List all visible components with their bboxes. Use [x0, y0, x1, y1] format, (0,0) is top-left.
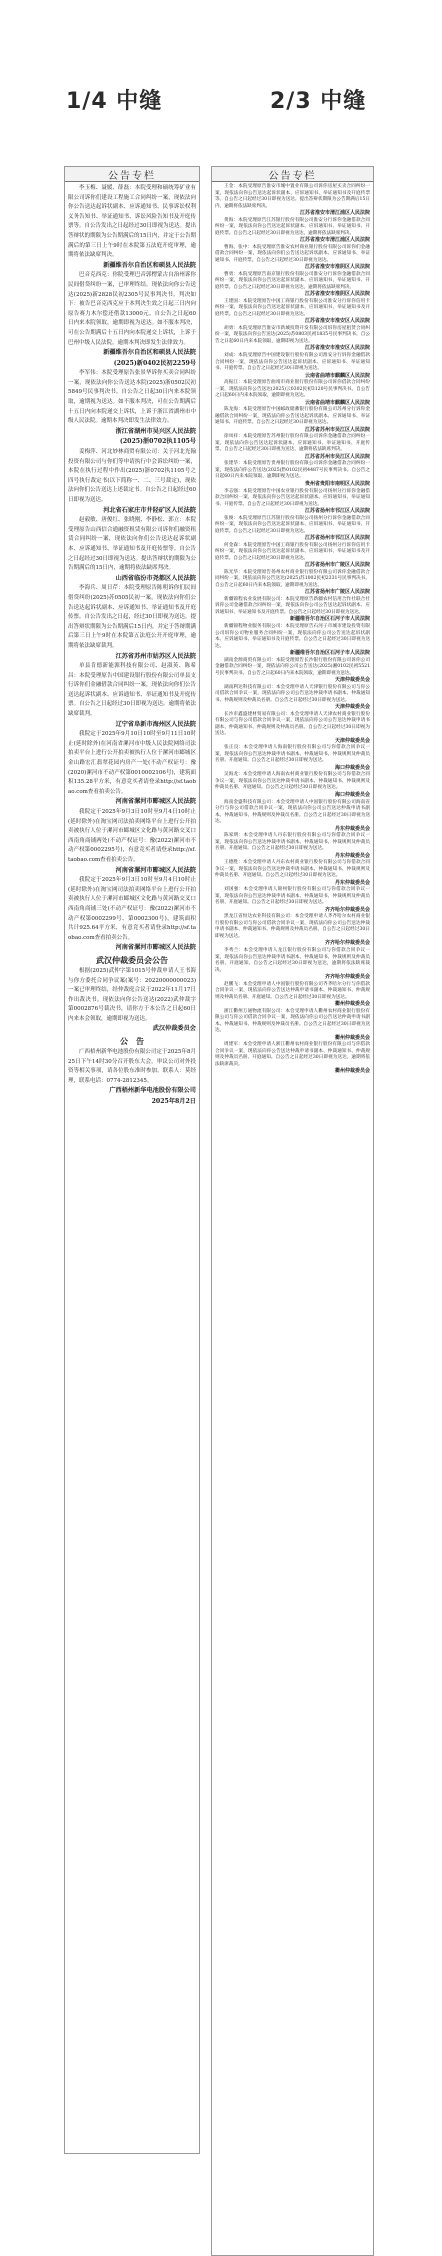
notice-text: 徐凤祥：本院受理原告苏州银行股份有限公司诉你金融借款合同纠纷一案，现依法向你公告送达起诉状副本、应诉通知书、举证通知书、开庭传票。自公告之日起经过30日即视为送达，逾期将依法缺席判决。: [215, 434, 370, 453]
notice-court: 天津仲裁委员会: [334, 704, 370, 711]
notice-court: 齐齐哈尔仲裁委员会: [324, 940, 370, 947]
notice-court: 衢州仲裁委员会: [334, 1001, 370, 1008]
notice-court: 丹东仲裁委员会: [334, 852, 370, 859]
notice-court: 江苏省淮安市清江浦区人民法院: [299, 210, 370, 216]
notice-court: 江苏省苏州市吴江区人民法院: [304, 426, 370, 433]
notice-court: 衢州仲裁委员会: [334, 1068, 370, 1075]
notice-court: 河南省漯河市郾城区人民法院: [115, 798, 196, 806]
notice-court: 江苏省淮安市淮安区人民法院: [304, 345, 370, 352]
notice-court: 新疆维吾尔自治区石河子市人民法院: [289, 650, 370, 656]
notice-text: 陈家明：本会受理申请人丹东银行股份有限公司与你借款合同争议一案，现依法向你公告送达仲裁申请书副本、仲裁通知书、仲裁规则及仲裁员名册、开庭通知。自公告之日起经过30日即视为送达。: [215, 833, 370, 852]
notice-court: 新疆维吾尔自治区和硕县人民法院: [103, 349, 196, 357]
notice-title: 公 告: [120, 1036, 144, 1047]
notice-text: 单县肯德新能源科技有限公司、赵淑英、陈希昌：本院受理原告中国建设银行股份有限公司单县支行诉你们金融借款合同纠纷一案，现依法向你们公告送达起诉状副本、应诉通知书、举证通知书及开庭传票。自公告之日起经过30日即视为送达。逾期将依法缺席裁判。: [68, 663, 197, 718]
notice-text: 陈龙海：本院受理原告中国邮政储蓄银行股份有限公司苏州分行诉你金融借款合同纠纷一案，现依法向你公告送达起诉状副本、应诉通知书、举证通知书、开庭传票。自公告之日起经过30日即视为送达。: [215, 407, 370, 426]
notice-text: 刘国强：本会受理申请人锦州银行股份有限公司与你借款合同争议一案，现依法向你公告送达仲裁申请书副本、仲裁通知书、仲裁规则及仲裁员名册、开庭通知。自公告之日起经过30日即视为送达。: [215, 887, 370, 906]
notice-court: 云南省曲靖市麒麟区人民法院: [304, 372, 370, 379]
notice-court: 丹东仲裁委员会: [334, 879, 370, 886]
notice-text: 浙江衢州万通物流有限公司：本会受理申请人衢州农村商业银行股份有限公司与你公司借款合同争议一案，现依法向你公司公告送达仲裁申请书副本、仲裁通知书、仲裁规则及仲裁员名册。自公告之日起经过30日即视为送达。: [215, 1008, 370, 1034]
notice-court: 武汉仲裁委员会: [152, 1025, 196, 1033]
notice-text: 张正良：本会受理申请人海南银行股份有限公司与你借款合同争议一案，现依法向你公告送达仲裁申请书副本、仲裁通知书、仲裁规则及仲裁员名册、开庭通知。自公告之日起经过30日即视为送达。: [215, 745, 370, 764]
notice-court: 江苏省扬州市广陵区人民法院: [304, 589, 370, 596]
notice-court: 海口仲裁委员会: [334, 764, 370, 771]
notice-text: 李秀兰：本会受理申请人龙江银行股份有限公司与你借款合同争议一案，现依法向你公告送达仲裁申请书副本、仲裁通知书、仲裁规则及仲裁员名册、开庭通知。自公告之日起经过30日即视为送达，逾期将依法缺席裁决。: [215, 948, 370, 973]
notice-text: 李志强：本院受理原告中国农业银行股份有限公司扬州分行诉你金融借款合同纠纷一案，现依法向你公告送达起诉状副本、应诉通知书、举证通知书、开庭传票。自公告之日起经过30日即视为送达。: [215, 488, 370, 507]
notice-text: 赵鹏飞：本会受理申请人中国银行股份有限公司齐齐哈尔分行与你借款合同争议一案，现依法向你公告送达仲裁申请书副本、仲裁通知书、仲裁规则及仲裁员名册、开庭通知。自公告之日起经过30日即视为送达。: [215, 981, 370, 1000]
notice-text: 我院定于2025年9月3日10时至9月4日10时止(延时除外)在淘宝网司法拍卖网络平台上进行公开拍卖被执行人位于漯河市郾城区文化路与黄河路交叉口西南角商铺三处(不动产权证号：豫(2022)漯河市不动产权第0002299号、第0002300号)，建筑面积共计925.64平方米，有意竞买者请登录http://sf.taobao.com查看拍卖公告。: [68, 877, 196, 941]
notice-court: 贵州省贵阳市南明区人民法院: [304, 480, 370, 487]
notice-text: 胡勇：本院受理原告淮安市新城投资开发有限公司诉你房屋租赁合同纠纷一案，现依法向你公告送达(2025)苏0803民初1835号民事判决书。自公告之日起60日内来本院领取，逾期即视为送达。: [215, 325, 370, 344]
notice-court: 江苏省苏州市姑苏区人民法院: [115, 652, 196, 660]
notice-court: 江苏省扬州市广陵区人民法院: [304, 562, 370, 569]
notice-text: 赵毅敏、唐俊红、张晓刚、李静松、郭立：本院受理原告山西信合通融资租赁有限公司诉你们融资租赁合同纠纷一案，现依法向你们公告送达起诉状副本、应诉通知书、举证通知书及开庭传票等。自公告之日起经过30日即视为送达。提出答辩状的期限为公告期满后的15日内，逾期将依法缺席判决。: [68, 517, 197, 572]
notice-court: 新疆维吾尔自治区和硕县人民法院: [103, 261, 196, 269]
notice-text: 黑龙江省恒达农业科技有限公司：本会受理申请人齐齐哈尔农村商业银行股份有限公司与你公司借款合同争议一案，现依法向你公司公告送达仲裁申请书副本、仲裁通知书、仲裁规则及仲裁员名册。自公告之日起经过30日即视为送达。: [215, 914, 370, 939]
notice-text: 高振江：本院受理原告曲靖市商业银行股份有限公司诉你借款合同纠纷一案，现依法向你公告送达(2025)云0302民初3120号民事判决书。自公告之日起60日内来本院领取，逾期即视为送达。: [215, 380, 370, 399]
notice-text: 王金：本院受理原告淮安市城中置业有限公司诉你房屋买卖合同纠纷一案，现依法向你公告送达起诉状副本、应诉通知书、举证通知书及开庭传票等。自公告之日起经过30日即视为送达。提出答辩状期限为公告期满后15日内，逾期将依法缺席判决。: [215, 184, 370, 209]
notice-court: 江苏省淮安市淮安区人民法院: [304, 318, 370, 325]
notice-text: 周建军：本会受理申请人浙江衢州农村商业银行股份有限公司与你借款合同争议一案，现依法向你公告送达仲裁申请书副本、仲裁通知书、仲裁规则及仲裁员名册、开庭通知。自公告之日起经过30日即视为送达，逾期将依法缺席裁决。: [215, 1042, 370, 1067]
left-banner: 公告专栏: [65, 167, 199, 182]
notice-text: 湖南利达科技有限公司：本会受理申请人天津银行股份有限公司与你公司借款合同争议一案，现依法向你公司公告送达仲裁申请书副本、仲裁通知书、仲裁规则及仲裁员名册。自公告之日起经过30日即视为送达。: [215, 684, 370, 703]
notice-text: 我院定于2025年9月10日10时至9月11日10时止(延时除外)在河南省漯河市中级人民法院网络司法拍卖平台上进行公开拍卖被执行人位于漯河市郾城区金山路宏汇翡翠花园内房产一处(不动产权证号：豫(2020)漯河市不动产权第0010002106号)，建筑面积135.28平方米，有意竞买者请登录http://sf.taobao.com查看拍卖公告。: [68, 731, 196, 795]
notice-court: 江苏省淮安市清江浦区人民法院: [299, 237, 370, 244]
notice-text: 我院定于2025年9月3日10时至9月4日10时止(延时除外)在淘宝网司法拍卖网络平台上进行公开拍卖被执行人位于漯河市郾城区文化路与黄河路交叉口西南角商铺两处(不动产权证号：豫(2022)漯河市不动产权第0002295号)，有意竞买者请登录http://sf.taobao.com查看拍卖公告。: [68, 809, 196, 863]
notice-text: 姜梅萍、河北妙林商贸有限公司：关于河北光翰投资有限公司与你们等申请执行中会诉讼纠纷一案，本院在执行过程中作出(2025)浙0702执1105号之四号执行裁定书(以下简称一、二、三号裁定)，现依法向你们公告送达上述裁定书。自公告之日起经过60日即视为送达。: [68, 449, 197, 503]
notice-text: 陈光华：本院受理原告扬州农村商业银行股份有限公司诉你金融借款合同纠纷一案，现依法向你公告送达(2025)苏1002民初2331号民事判决书。自公告之日起60日内来本院领取，逾期即视为送达。: [215, 569, 370, 588]
notice-court: 丹东仲裁委员会: [334, 825, 370, 832]
notice-court: 齐齐哈尔仲裁委员会: [324, 906, 370, 913]
notice-text: 何金森：本院受理原告中国工商银行股份有限公司扬州分行诉你信用卡纠纷一案，现依法向你公告送达起诉状副本、应诉通知书、举证通知书及开庭传票。自公告之日起经过30日即视为送达。: [215, 542, 370, 561]
notice-case-number: (2025)浙0702执1105号: [119, 438, 196, 446]
notice-text: 张俊：本院受理原告江苏银行股份有限公司扬州分行诉你金融借款合同纠纷一案，现依法向你公告送达起诉状副本、应诉通知书、举证通知书、开庭传票。自公告之日起经过30日即视为送达。: [215, 515, 370, 534]
notice-court: 江苏省苏州市吴江区人民法院: [304, 453, 370, 460]
notice-text: 吴海龙：本会受理申请人海南农村商业银行股份有限公司与你借款合同争议一案，现依法向你公告送达仲裁申请书副本、仲裁通知书、仲裁规则及仲裁员名册、开庭通知。自公告之日起经过30日即视为送达。: [215, 772, 370, 791]
notice-case-number: (2025)新0402民初2259号: [113, 359, 196, 367]
notice-court: 广西梧州新华电池股份有限公司: [109, 1087, 196, 1095]
notice-court: 天津仲裁委员会: [334, 737, 370, 744]
notice-court: 河南省漯河市郾城区人民法院: [115, 866, 196, 874]
notice-text: 湖南金源商贸有限公司：本院受理原告长沙银行股份有限公司诉你公司金融借款合同纠纷一案，现依法向你公司公告送达(2025)湘0102民初5521号民事判决书。自公告之日起60日内来本院领取，逾期即视为送达。: [215, 657, 370, 676]
notice-court: 衢州仲裁委员会: [334, 1034, 370, 1041]
notice-text: 广西梧州新华电池股份有限公司定于2025年8月25日下午14时30分召开股东大会，审议公司对外投资等相关事项，请各位股东准时参加。联系人：莫经理，联系电话：0774-2812345。: [68, 1049, 196, 1084]
notice-court: 辽宁省阜新市海州区人民法院: [115, 720, 196, 728]
notice-court: 云南省曲靖市麒麟区人民法院: [304, 399, 370, 406]
notice-text: 巴音克西克：你院受理巴音郭楞蒙古自治州诉你民间借贷纠纷一案，已审理终结。现依法向你公告送达(2025)新2828民初2305号民事判决书。判决如下：被告巴音克西克应于本判决生效之日起三日内向原告赛力木尔偿还借款13000元。自公告之日起60日内来本院领取，逾期即视为送达。如不服本判决，可在公告期满后十五日内向本院递交上诉状，上诉于巴州中级人民法院。逾期本判决即发生法律效力。: [68, 272, 196, 346]
right-notice-column: [211, 166, 374, 2256]
notice-text: 李军伟：本院受理原告张景华诉你买卖合同纠纷一案，现依法向你公告送达本院(2025)浙0502民初5849号民事判决书。自公告之日起30日内来本院领取，逾期视为送达。如不服本判决，可在公告期满后十五日内向本院递交上诉状，上诉于浙江省湖州市中级人民法院。逾期本判决即发生法律效力。: [68, 370, 196, 425]
notice-text: 曹勇：本院受理原告南京银行股份有限公司淮安分行诉你金融借款合同纠纷一案，现依法向你公告送达起诉状副本、应诉通知书、举证通知书、开庭传票。自公告之日起经过30日即视为送达，逾期将依法缺席判决。: [215, 271, 370, 290]
notice-court: 江苏省淮安市淮阴区人民法院: [304, 264, 370, 271]
notice-court: 齐齐哈尔仲裁委员会: [324, 974, 370, 981]
notice-court: 河北省石家庄市井陉矿区人民法院: [103, 506, 196, 514]
notice-text: 黄海：本院受理原告江苏银行股份有限公司淮安分行诉你金融借款合同纠纷一案，现依法向你公告送达起诉状副本、应诉通知书、举证通知书、开庭传票。自公告之日起经过30日即视为送达，逾期将依法缺席判决。: [215, 217, 370, 236]
notice-court: 河南省漯河市郾城区人民法院: [115, 944, 196, 952]
notice-text: 王建国：本院受理原告中国工商银行股份有限公司淮安分行诉你信用卡纠纷一案，现依法向你公告送达起诉状副本、应诉通知书、举证通知书及开庭传票。自公告之日起经过30日即视为送达。: [215, 298, 370, 317]
notice-text: 刘成：本院受理原告中国建设银行股份有限公司淮安分行诉你金融借款合同纠纷一案，现依法向你公告送达起诉状副本、应诉通知书、举证通知书、开庭传票。自公告之日起经过30日即视为送达。: [215, 353, 370, 372]
notice-date: 2025年8月2日: [151, 1098, 196, 1106]
notice-text: 新疆锦程农业发展有限公司：本院受理原告新疆农村信用合作社联合社诉你公司金融借款合同纠纷一案，现依法向你公司公告送达起诉状副本、应诉通知书、举证通知书及开庭传票。自公告之日起经过30日即视为送达。: [215, 596, 370, 615]
notice-text: 曹海、张中：本院受理原告淮安农村商业银行股份有限公司诉你们金融借款合同纠纷一案，现依法向你们公告送达起诉状副本、应诉通知书、举证通知书、开庭传票。自公告之日起经过30日即视为送达。: [215, 244, 370, 263]
notice-court: 新疆维吾尔自治区石河子市人民法院: [289, 616, 370, 623]
right-banner: 公告专栏: [212, 167, 373, 182]
notice-title: 武汉仲裁委员会公告: [96, 954, 168, 965]
left-column-header: 1/4 中缝: [66, 89, 163, 114]
notice-text: 根据(2025)武仲字第1015号仲裁申请人王书海与你方委托合同争议案(案号：20220000000023)一案已审理终结，经仲裁庭合议于2022年11月17日作出裁决书。现依法向你公告送达(2022)武仲裁字第0002876号裁决书，请你方于本公告之日起60日内来本会领取，逾期即视为送达。: [68, 967, 196, 1022]
notice-court: 江苏省淮安市淮阴区人民法院: [304, 291, 370, 298]
notice-court: 海口仲裁委员会: [334, 791, 370, 798]
right-notice-body: [212, 182, 373, 2252]
notice-text: 王德胜：本会受理申请人丹东农村商业银行股份有限公司与你借款合同争议一案，现依法向你公告送达仲裁申请书副本、仲裁通知书、仲裁规则及仲裁员名册、开庭通知。自公告之日起经过30日即视为送达。: [215, 860, 370, 879]
right-column-header: 2/3 中缝: [270, 89, 367, 114]
notice-court: 山西省临汾市尧都区人民法院: [115, 574, 196, 582]
left-notice-column: [64, 166, 200, 2154]
notice-court: 天津仲裁委员会: [334, 677, 370, 684]
notice-text: 张建华：本院受理原告贵州银行股份有限公司诉你金融借款合同纠纷一案，现依法向你公告送达(2025)黔0102民初4487号民事判决书。自公告之日起60日内来本院领取，逾期即视为送达。: [215, 461, 370, 480]
notice-court: 江苏省扬州市邗江区人民法院: [304, 535, 370, 542]
notice-text: 李海兵、周日芹：本院受理原告陈明诉你们民间借贷纠纷(2025)苏0505民初一案，现依法向你们公告送达起诉状副本、应诉通知书、举证通知书及开庭传票。自公告发出之日起，经过30日即视为送达。提出答辩状期限为公告期满后15日内，并定于答辩期满后第三日上午9时在本院第五法庭公开开庭审理，逾期将依法缺席裁判。: [68, 585, 197, 649]
notice-court: 江苏省扬州市邗江区人民法院: [304, 508, 370, 515]
notice-text: 新疆锦程物业服务有限公司：本院受理原告石河子市城市建设投资有限公司诉你公司物业服务合同纠纷一案，现依法向你公司公告送达起诉状副本、应诉通知书、举证通知书及开庭传票。自公告之日起经过30日即视为送达。: [215, 624, 370, 649]
notice-text: 长沙市鑫盛建材贸易有限公司：本会受理申请人天津农村商业银行股份有限公司与你公司借款合同争议一案，现依法向你公司公告送达仲裁申请书副本、仲裁通知书、仲裁规则及仲裁员名册。自公告之日起经过30日即视为送达。: [215, 711, 370, 737]
left-notice-body: [65, 182, 199, 2148]
notice-text: 海南金盛科技有限公司：本会受理申请人中国银行股份有限公司海南省分行与你公司借款合同争议一案，现依法向你公司公告送达仲裁申请书副本、仲裁通知书、仲裁规则及仲裁员名册。自公告之日起经过30日即视为送达。: [215, 799, 370, 825]
notice-court: 浙江省湖州市吴兴区人民法院: [115, 427, 196, 435]
notice-text: 李玉梅、聂媛、薛磊：本院受理和硕统筹矿业有限公司诉你们建设工程施工合同纠纷一案，现依法向你公告送达起诉状副本、应诉通知书、民事诉讼权利义务告知书、举证通知书、诉讼风险告知书及开庭传票等。自公告发出之日起经过30日即视为送达。提出答辩状的期限为公告期满后的15日内，并定于公告期满后的第三日上午9时在本院第五法庭开庭审理，逾期将依法缺席判决。: [68, 185, 197, 259]
